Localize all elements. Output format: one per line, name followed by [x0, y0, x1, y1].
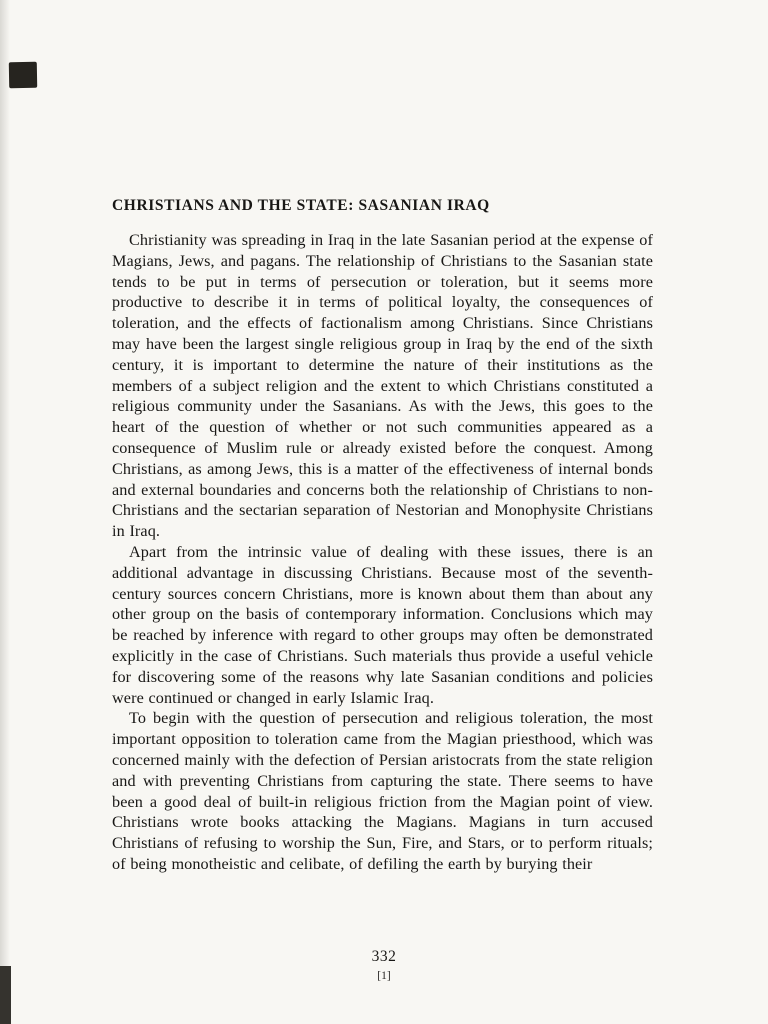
body-paragraph-3: To begin with the question of persecution and religious toleration, the most important opposition to toleration came from the Magian priesthood, which was concerned mainly with the defection of Persian aristocrats from the state religion and with preventing Christians from capturing the state. There seems to have been a good deal of built-in religious friction from the Magian point of view. Christians wrote books attacking the Magians. Magians in turn accused Christians of refusing to worship the Sun, Fire, and Stars, or to perform rituals; of being monotheistic and celibate, of defiling the earth by burying their	[112, 709, 653, 873]
page-footer	[0, 948, 768, 982]
footer-mark: [1]	[377, 970, 391, 982]
page-number: 332	[371, 948, 397, 965]
page-title: CHRISTIANS AND THE STATE: SASANIAN IRAQ	[112, 197, 490, 214]
body-paragraph-1: Christianity was spreading in Iraq in the late Sasanian period at the expense of Magians, Jews, and pagans. The relationship of Christians to the Sasanian state tends to be put in terms of persecution or toleration, but it seems more productive to describe it in terms of political loyalty, the consequences of toleration, and the effects of factionalism among Christians. Since Christians may have been the largest single religious group in Iraq by the end of the sixth century, it is important to determine the nature of their institutions as the members of a subject religion and the extent to which Christians constituted a religious community under the Sasanians. As with the Jews, this goes to the heart of the question of whether or not such communities appeared as a consequence of Muslim rule or already existed before the conquest. Among Christians, as among Jews, this is a matter of the effectiveness of internal bonds and external boundaries and concerns both the relationship of Christians to non-Christians and the sectarian separation of Nestorian and Monophysite Christians in Iraq.	[112, 231, 653, 541]
body-paragraph-2: Apart from the intrinsic value of dealing with these issues, there is an additional advantage in discussing Christians. Because most of the seventh-century sources concern Christians, more is known about them than about any other group on the basis of contemporary information. Conclusions which may be reached by inference with regard to other groups may often be demonstrated explicitly in the case of Christians. Such materials thus provide a useful vehicle for discovering some of the reasons why late Sasanian conditions and policies were continued or changed in early Islamic Iraq.	[112, 542, 653, 707]
text-block	[112, 197, 653, 875]
scan-artifact-top-left	[9, 62, 37, 88]
scan-left-edge-shadow	[0, 0, 10, 1024]
